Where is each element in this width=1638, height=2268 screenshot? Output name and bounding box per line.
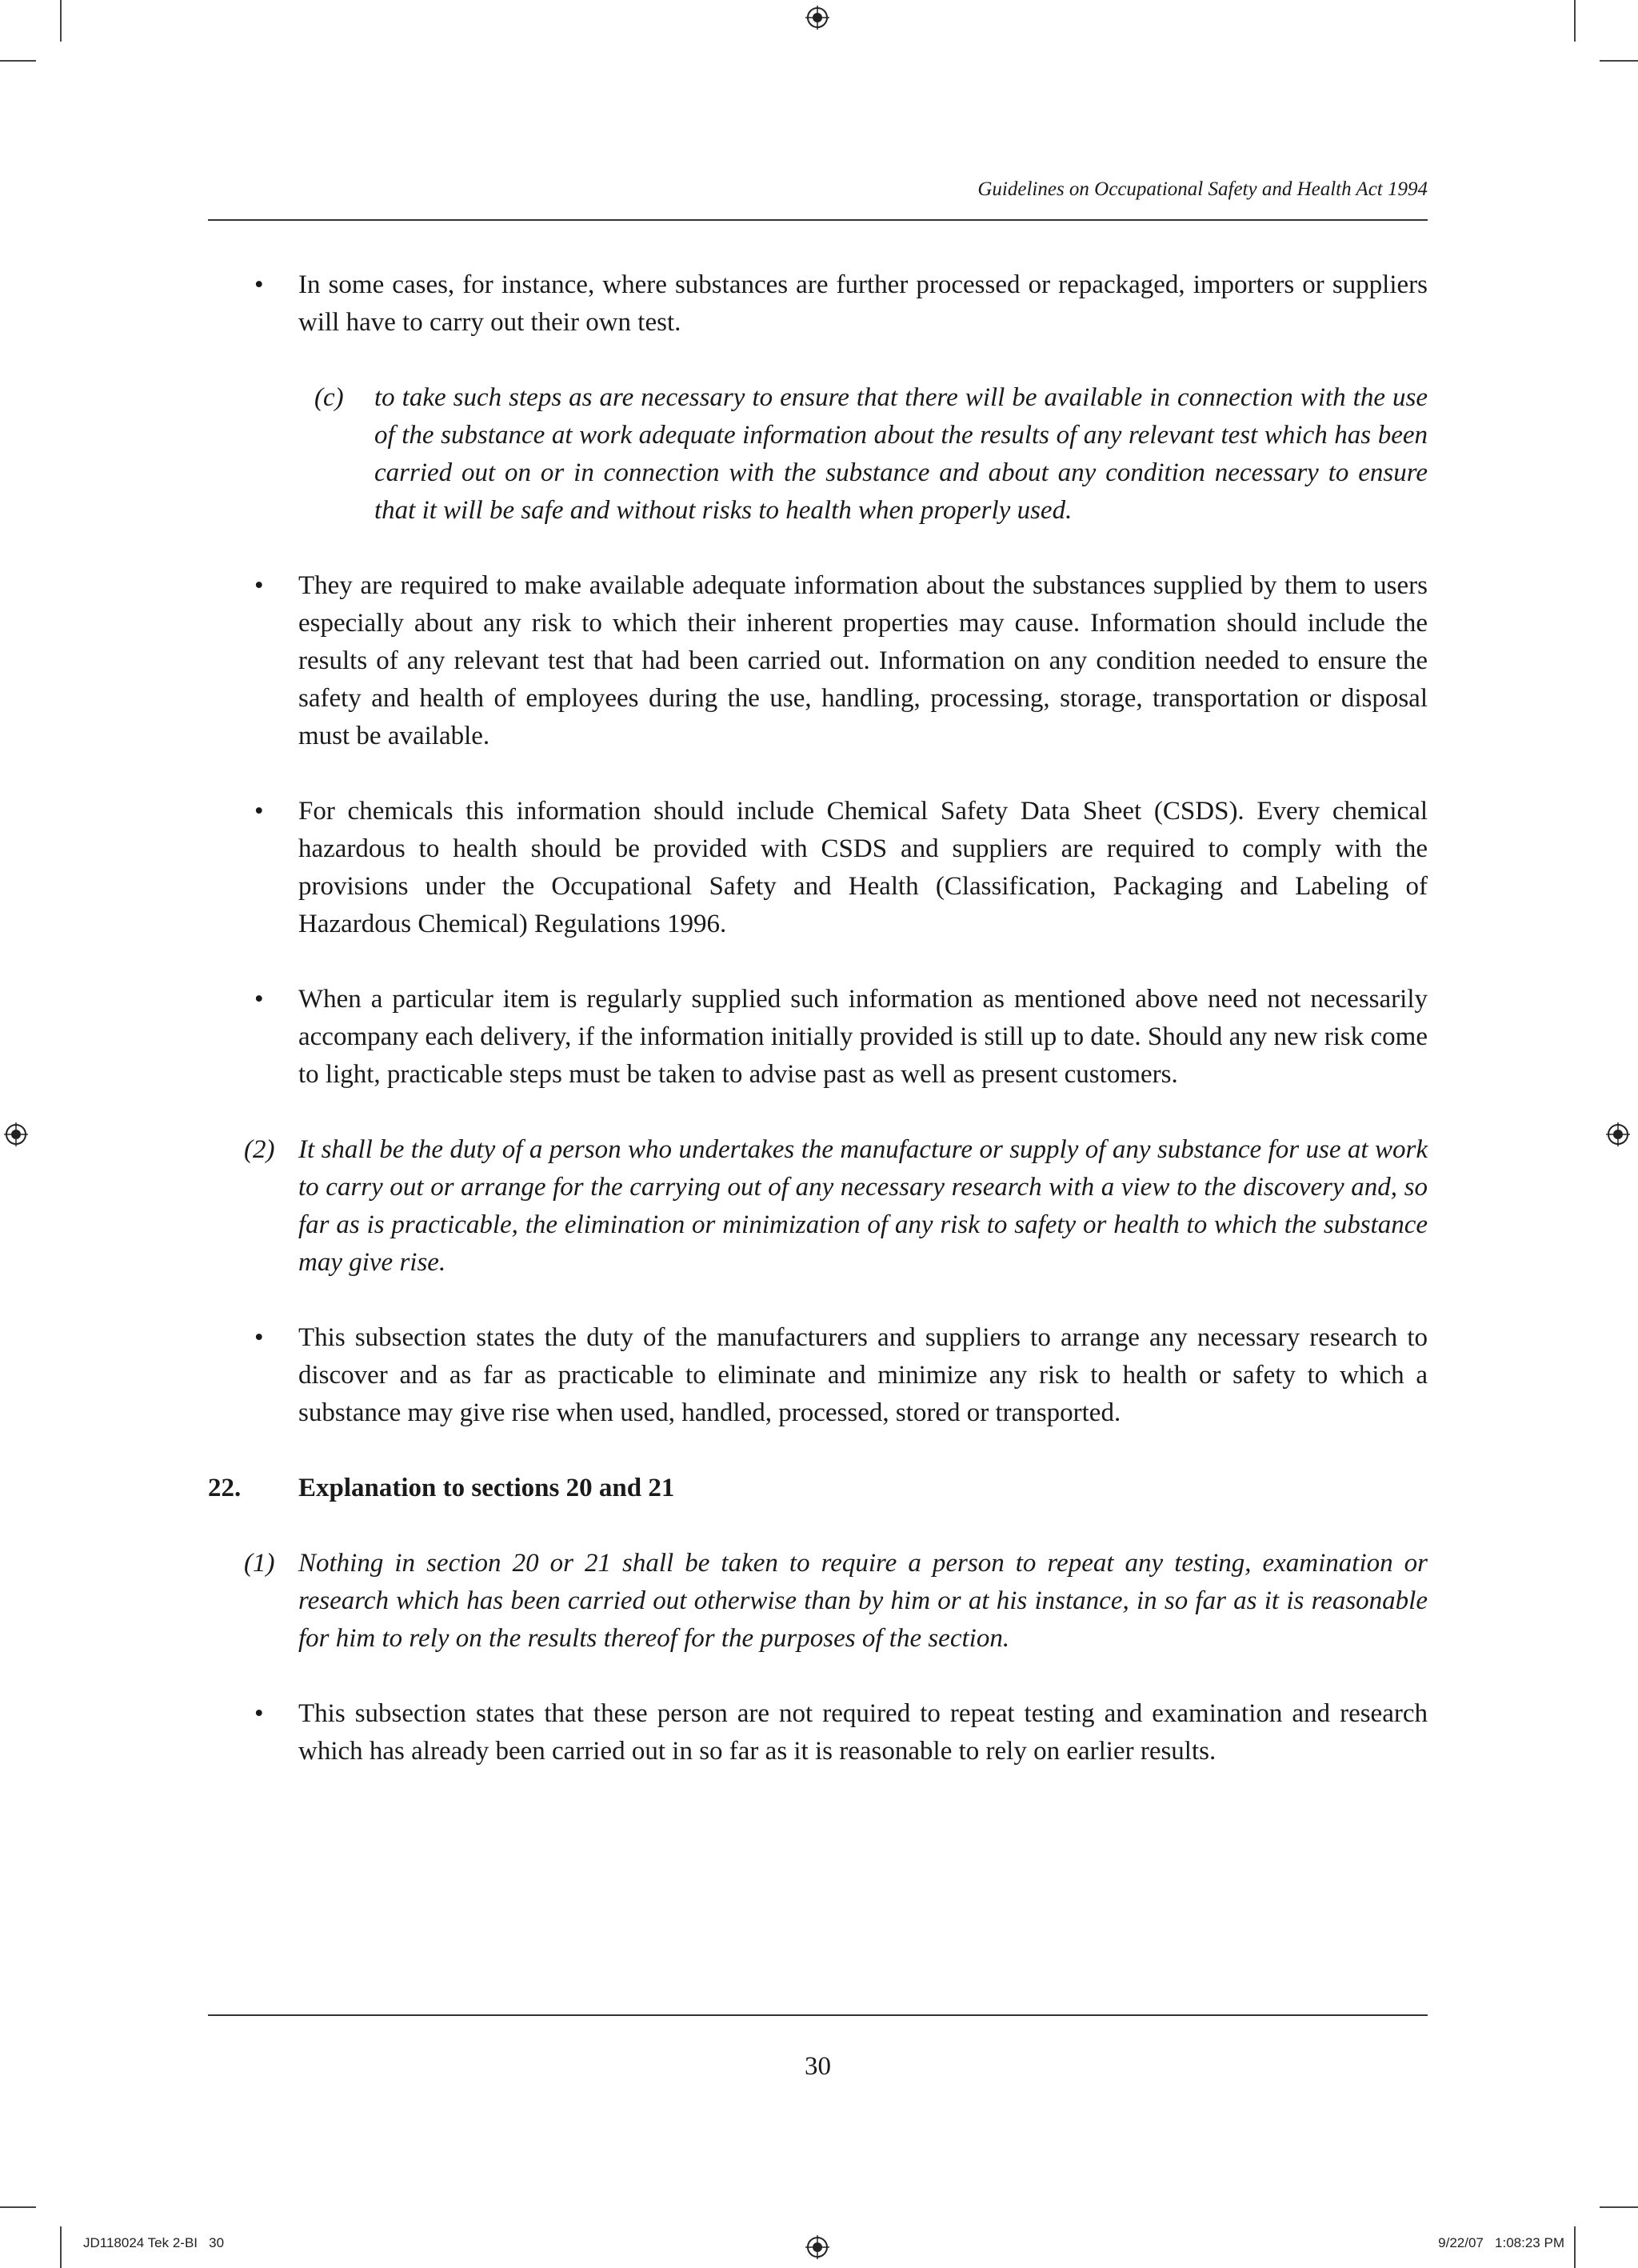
crop-mark [0, 60, 36, 62]
registration-mark-icon [805, 6, 829, 30]
paragraph-text: When a particular item is regularly supplied such information as mentioned above need not necessarily accompany each delivery, if the information initially provided is still up to date. Should any new risk come to light, practicable steps must be taken to advise past as well as present customers. [298, 985, 1428, 1089]
crop-mark [1574, 2226, 1576, 2268]
crop-mark [1600, 2206, 1638, 2208]
bullet-mark: • [254, 571, 264, 600]
subsection-1 [208, 1545, 1428, 1658]
paragraph-text: For chemicals this information should include Chemical Safety Data Sheet (CSDS). Every chemical hazardous to health should be provided with CSDS and suppliers are required to comply with the provisions under the Occupational Safety and Health (Classification, Packaging and Labeling of Hazardous Chemical) Regulations 1996. [298, 797, 1428, 938]
bullet-paragraph [208, 1695, 1428, 1770]
paragraph-text: This subsection states the duty of the manufacturers and suppliers to arrange any necessary research to discover and as far as practicable to eliminate and minimize any risk to health or safety to which a substance may give rise when used, handled, processed, stored or transported. [298, 1323, 1428, 1427]
bullet-paragraph [208, 266, 1428, 342]
page-body [208, 266, 1428, 1770]
bullet-mark: • [254, 1699, 264, 1728]
section-heading [208, 1470, 1428, 1507]
page-number: 30 [805, 2052, 831, 2081]
paragraph-text: to take such steps as are necessary to ensure that there will be available in connection with the use of the substance at work adequate information about the results of any relevant test which has been carried out on or in connection with the substance and about any condition necessary to ensure that it will be safe and without risks to health when properly used. [374, 383, 1428, 525]
registration-mark-icon [1606, 1122, 1630, 1146]
header-rule [208, 219, 1428, 221]
paragraph-text: This subsection states that these person are not required to repeat testing and examination and research which has already been carried out in so far as it is reasonable to rely on earlier results. [298, 1699, 1428, 1766]
crop-mark [1600, 60, 1638, 62]
subsection-c [208, 379, 1428, 530]
bullet-mark: • [254, 1323, 264, 1352]
paragraph-text: Nothing in section 20 or 21 shall be taken to require a person to repeat any testing, examination or research which has been carried out otherwise than by him or at his instance, in so far as it is reasonable for him to rely on the results thereof for the purposes of the section. [298, 1549, 1428, 1653]
bullet-mark: • [254, 797, 264, 826]
paragraph-text: In some cases, for instance, where substances are further processed or repackaged, importers or suppliers will have to carry out their own test. [298, 270, 1428, 337]
bullet-mark: • [254, 270, 264, 299]
crop-mark [0, 2206, 36, 2208]
subsection-number: (1) [244, 1549, 275, 1578]
running-header: Guidelines on Occupational Safety and Health Act 1994 [977, 178, 1428, 200]
paragraph-text: They are required to make available adequate information about the substances supplied by them to users especially about any risk to which their inherent properties may cause. Information should include the results of any relevant test that had been carried out. Information on any condition needed to ensure the safety and health of employees during the use, handling, processing, storage, transportation or disposal must be available. [298, 571, 1428, 750]
subsection-2 [208, 1131, 1428, 1282]
print-slug-left: JD118024 Tek 2-BI 30 [83, 2235, 225, 2250]
bullet-paragraph [208, 981, 1428, 1094]
bullet-paragraph [208, 1319, 1428, 1432]
crop-mark [1574, 0, 1576, 42]
subsection-number: (c) [314, 383, 344, 412]
bullet-paragraph [208, 567, 1428, 755]
registration-mark-icon [4, 1122, 28, 1146]
print-slug-right: 9/22/07 1:08:23 PM [1438, 2235, 1564, 2250]
crop-mark [60, 0, 62, 42]
paragraph-text: It shall be the duty of a person who undertakes the manufacture or supply of any substance for use at work to carry out or arrange for the carrying out of any necessary research with a view to the discovery and, so far as is practicable, the elimination or minimization of any risk to safety or health to which the substance may give rise. [298, 1135, 1428, 1277]
crop-mark [60, 2226, 62, 2268]
bullet-paragraph [208, 793, 1428, 943]
bullet-mark: • [254, 985, 264, 1014]
section-title: Explanation to sections 20 and 21 [298, 1474, 675, 1502]
section-number: 22. [208, 1474, 242, 1502]
subsection-number: (2) [244, 1135, 275, 1164]
footer-rule [208, 2014, 1428, 2016]
registration-mark-icon [805, 2235, 829, 2259]
